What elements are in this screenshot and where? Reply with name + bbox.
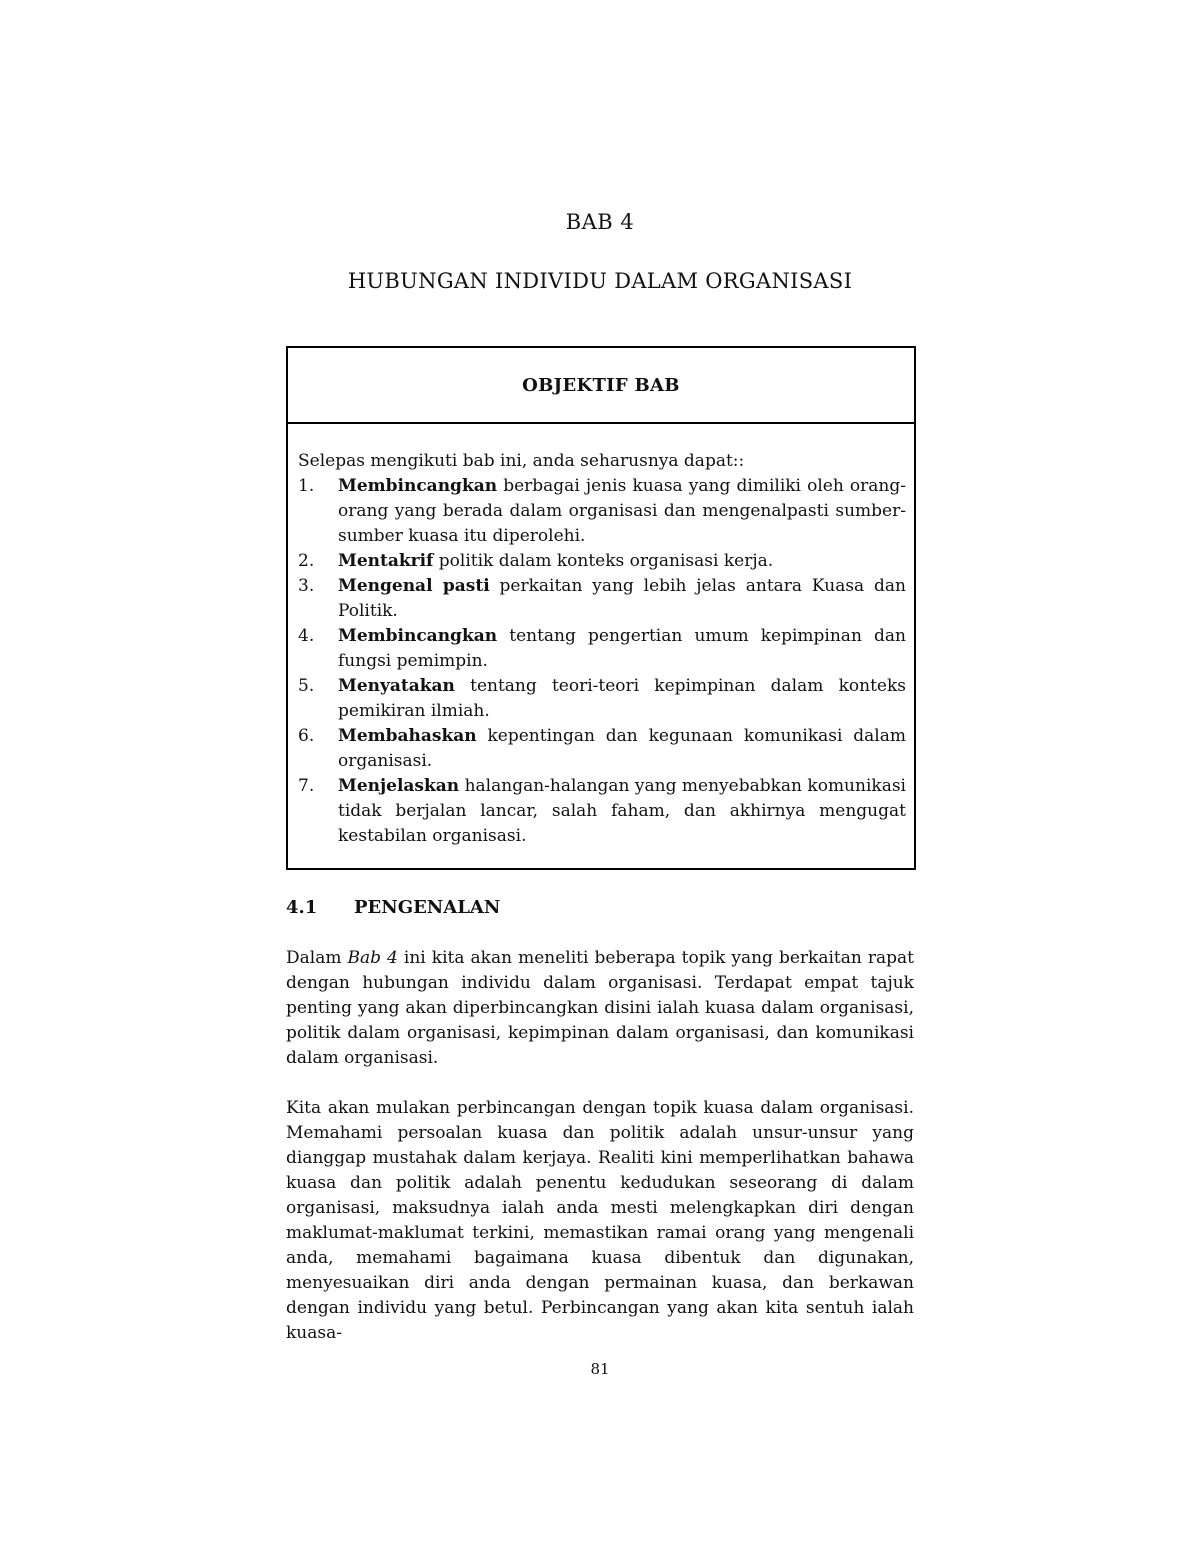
objective-number: 1. [298, 476, 315, 496]
objective-description: berbagai jenis kuasa yang dimiliki oleh orang-orang yang berada dalam organisasi dan mengenalpasti sumber-sumber kuasa itu diperolehi. [338, 476, 906, 546]
objective-text [338, 674, 906, 724]
objective-number: 5. [298, 676, 315, 696]
objective-description: tentang teori-teori kepimpinan dalam konteks pemikiran ilmiah. [338, 676, 906, 721]
objectives-heading: OBJEKTIF BAB [288, 348, 914, 424]
objectives-intro: Selepas mengikuti bab ini, anda seharusnya dapat:: [298, 451, 745, 471]
objective-text [338, 574, 906, 624]
objective-number: 6. [298, 726, 315, 746]
objective-description: politik dalam konteks organisasi kerja. [433, 551, 774, 571]
objective-number: 4. [298, 626, 315, 646]
objective-description: perkaitan yang lebih jelas antara Kuasa dan Politik. [338, 576, 907, 621]
body-paragraph: Kita akan mulakan perbincangan dengan topik kuasa dalam organisasi. Memahami persoalan kuasa dan politik adalah unsur-unsur yang dianggap mustahak dalam kerjaya. Realiti kini memperlihatkan bahawa kuasa dan politik adalah penentu kedudukan seseorang di dalam organisasi, maksudnya ialah anda mesti melengkapkan diri dengan maklumat-maklumat terkini, memastikan ramai orang yang mengenali anda, memahami bagaimana kuasa dibentuk dan digunakan, menyesuaikan diri anda dengan permainan kuasa, dan berkawan dengan individu yang betul. Perbincangan yang akan kita sentuh ialah kuasa- [286, 1098, 914, 1343]
intro-paragraph [286, 946, 914, 1071]
section-title: PENGENALAN [354, 897, 501, 918]
paragraph-text: Dalam [286, 948, 348, 968]
objective-number: 3. [298, 576, 315, 596]
objective-item [298, 474, 906, 549]
chapter-title: HUBUNGAN INDIVIDU DALAM ORGANISASI [347, 269, 853, 293]
objective-description: halangan-halangan yang menyebabkan komunikasi tidak berjalan lancar, salah faham, dan akhirnya mengugat kestabilan organisasi. [338, 776, 906, 846]
objective-item [298, 724, 906, 774]
objective-item [298, 624, 906, 674]
section-number: 4.1 [286, 897, 318, 918]
chapter-number: BAB 4 [565, 210, 635, 234]
objective-text [338, 549, 906, 574]
objective-item [298, 549, 906, 574]
objectives-body [288, 424, 914, 849]
objective-text [338, 774, 906, 849]
objective-verb: Menjelaskan [338, 776, 460, 796]
chapter-reference: Bab 4 [347, 948, 398, 968]
objective-number: 7. [298, 776, 315, 796]
objective-description: tentang pengertian umum kepimpinan dan fungsi pemimpin. [338, 626, 906, 671]
objectives-list [298, 474, 906, 849]
chapter-objectives-box [286, 346, 916, 870]
paragraph-text: ini kita akan meneliti beberapa topik yang berkaitan rapat dengan hubungan individu dalam organisasi. Terdapat empat tajuk penting yang akan diperbincangkan disini ialah kuasa dalam organisasi, politik dalam organisasi, kepimpinan dalam organisasi, dan komunikasi dalam organisasi. [286, 948, 914, 1068]
objective-text [338, 724, 906, 774]
objective-item [298, 574, 906, 624]
objective-text [338, 624, 906, 674]
objective-verb: Mengenal pasti [338, 576, 490, 596]
objective-item [298, 674, 906, 724]
page-number: 81 [590, 1360, 610, 1378]
section-heading [286, 897, 500, 918]
objective-verb: Membincangkan [338, 626, 498, 646]
objective-description: kepentingan dan kegunaan komunikasi dalam organisasi. [338, 726, 906, 771]
objective-verb: Mentakrif [338, 551, 434, 571]
objective-item [298, 774, 906, 849]
objective-verb: Membincangkan [338, 476, 498, 496]
objective-verb: Menyatakan [338, 676, 455, 696]
objective-number: 2. [298, 551, 315, 571]
objective-verb: Membahaskan [338, 726, 477, 746]
objective-text [338, 474, 906, 549]
